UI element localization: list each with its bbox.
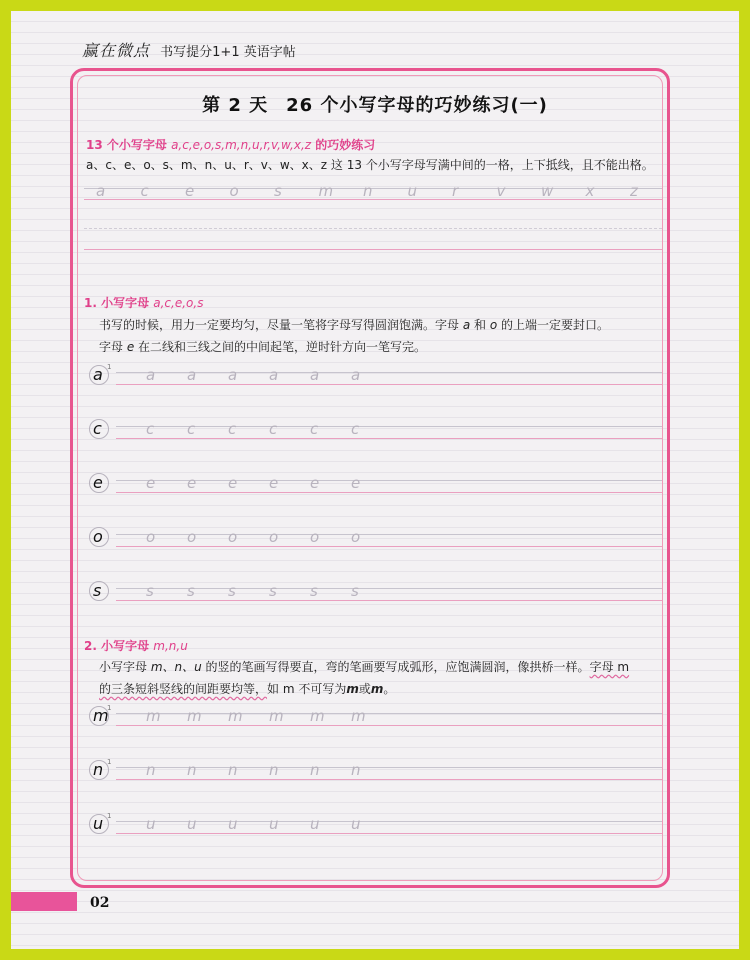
section1-model-letter-a — [93, 363, 112, 384]
section1-heading-letters: a,c,e,o,s — [153, 296, 204, 310]
section1-row-e-line-base — [116, 492, 662, 493]
title-text: 26 个小写字母的巧妙练习(一) — [286, 95, 548, 116]
section1-paragraph-2 — [99, 336, 669, 358]
model-letter-text: n — [93, 760, 104, 779]
s2p1-c: 的竖的笔画写得要直，弯的笔画要写成弧形，应饱满圆润，像拱桥一样。 — [201, 660, 590, 674]
trace-letter: n — [351, 761, 361, 779]
page-number: 02 — [90, 895, 110, 911]
section2-paragraph-1 — [99, 656, 669, 678]
trace-letter: s — [187, 582, 195, 600]
trace-letter: c — [269, 420, 278, 438]
trace-letter: e — [310, 474, 320, 492]
intro-trace-letter-u: u — [407, 182, 418, 200]
stroke-order-digit: 1 — [107, 812, 112, 820]
trace-letter: o — [146, 528, 156, 546]
trace-letter: o — [351, 528, 361, 546]
trace-letter: u — [187, 815, 197, 833]
trace-letter: a — [310, 366, 320, 384]
s2p2-f: 。 — [383, 682, 396, 696]
trace-letter: a — [187, 366, 197, 384]
section1-row-a-line-base — [116, 384, 662, 385]
s1p1-c: 和 — [470, 318, 490, 332]
intro-trace-letter-r: r — [452, 182, 459, 200]
trace-letter: u — [269, 815, 279, 833]
trace-letter: m — [269, 707, 284, 725]
intro-heading-suffix: 的巧妙练习 — [311, 138, 376, 152]
trace-letter: u — [228, 815, 238, 833]
s2p1-b: m、n、u — [150, 660, 202, 674]
trace-letter: e — [228, 474, 238, 492]
model-letter-text: c — [93, 419, 102, 438]
stroke-order-digit: 1 — [107, 363, 112, 371]
trace-letter: u — [146, 815, 156, 833]
section1-row-c-line-top — [116, 426, 662, 427]
s2p2-c: m — [346, 682, 359, 696]
trace-letter: n — [187, 761, 197, 779]
trace-letter: m — [187, 707, 202, 725]
footer-pink-bar — [11, 892, 77, 911]
page-header — [82, 38, 296, 61]
s2p2-b: 如 m 不可写为 — [267, 682, 347, 696]
intro-trace-letter-c: c — [140, 182, 149, 200]
intro-heading — [86, 136, 375, 153]
model-letter-text: e — [93, 473, 103, 492]
trace-letter: n — [146, 761, 156, 779]
trace-letter: n — [228, 761, 238, 779]
title-day: 第 2 天 — [202, 95, 269, 116]
trace-letter: c — [310, 420, 319, 438]
trace-letter: s — [146, 582, 154, 600]
section1-row-e-line-top — [116, 480, 662, 481]
section2-heading-prefix: 2. 小写字母 — [84, 639, 154, 653]
section2-row-n-line-base — [116, 779, 662, 780]
trace-letter: e — [146, 474, 156, 492]
trace-letter: c — [187, 420, 196, 438]
trace-letter: o — [187, 528, 197, 546]
header-subtitle: 书写提分1+1 英语字帖 — [160, 45, 296, 60]
trace-letter: o — [310, 528, 320, 546]
model-letter-text: m — [93, 706, 109, 725]
intro-heading-prefix: 13 个小写字母 — [86, 138, 172, 152]
section1-row-a-line-top — [116, 372, 662, 373]
intro-trace-letter-v: v — [496, 182, 506, 200]
section1-row-c-line-base — [116, 438, 662, 439]
section1-model-letter-c — [93, 419, 102, 438]
section1-heading-prefix: 1. 小写字母 — [84, 296, 154, 310]
trace-letter: m — [310, 707, 325, 725]
intro-description: a、c、e、o、s、m、n、u、r、v、w、x、z 这 13 个小写字母写满中间的一格，上下抵线，且不能出格。 — [86, 158, 654, 172]
trace-letter: o — [228, 528, 238, 546]
model-letter-text: a — [93, 365, 103, 384]
trace-letter: a — [269, 366, 279, 384]
section2-model-letter-n — [93, 758, 112, 779]
trace-letter: s — [269, 582, 277, 600]
section1-model-letter-e — [93, 473, 103, 492]
section2-row-n-line-top — [116, 767, 662, 768]
s1p1-d: o — [489, 318, 498, 332]
trace-letter: o — [269, 528, 279, 546]
s2p2-a: 的三条短斜竖线的间距要均等， — [99, 682, 268, 696]
s1p1-e: 的上端一定要封口。 — [497, 318, 609, 332]
trace-letter: m — [146, 707, 161, 725]
trace-letter: m — [228, 707, 243, 725]
intro-trace-letter-x: x — [585, 182, 595, 200]
s2p2-e: m — [370, 682, 384, 696]
stroke-order-digit: 1 — [107, 758, 112, 766]
section1-row-s-line-base — [116, 600, 662, 601]
section2-model-letter-u — [93, 812, 112, 833]
intro-trace-letter-s: s — [274, 182, 282, 200]
section1-model-letter-o — [93, 527, 103, 546]
intro-blank-line-2 — [84, 249, 662, 250]
trace-letter: a — [351, 366, 361, 384]
section2-row-u-line-base — [116, 833, 662, 834]
trace-letter: s — [310, 582, 318, 600]
section2-heading — [84, 637, 188, 654]
s1p1-a: 书写的时候，用力一定要均匀，尽量一笔将字母写得圆润饱满。字母 — [99, 318, 463, 332]
intro-trace-letter-o: o — [229, 182, 239, 200]
model-letter-text: u — [93, 814, 104, 833]
section2-paragraph-2 — [99, 678, 669, 700]
s2p2-d: 或 — [358, 682, 371, 696]
section1-row-o-line-top — [116, 534, 662, 535]
intro-guide-base — [84, 199, 662, 200]
trace-letter: n — [310, 761, 320, 779]
s2p1-d: 字母 m — [589, 660, 630, 674]
intro-trace-letter-m: m — [318, 182, 334, 200]
trace-letter: m — [351, 707, 366, 725]
model-letter-text: o — [93, 527, 103, 546]
section2-heading-letters: m,n,u — [153, 639, 188, 653]
section2-row-u-line-top — [116, 821, 662, 822]
section1-row-s-line-top — [116, 588, 662, 589]
brand-logo-text: 赢在微点 — [82, 41, 151, 60]
intro-trace-letter-n: n — [363, 182, 373, 200]
section1-model-letter-s — [93, 581, 101, 600]
intro-trace-letter-z: z — [630, 182, 638, 200]
trace-letter: a — [146, 366, 156, 384]
trace-letter: c — [146, 420, 155, 438]
section2-row-m-line-base — [116, 725, 662, 726]
intro-heading-letters: a,c,e,o,s,m,n,u,r,v,w,x,z — [171, 138, 312, 152]
page-title — [0, 91, 750, 117]
intro-guide-top — [84, 188, 662, 189]
trace-letter: s — [228, 582, 236, 600]
trace-letter: e — [187, 474, 197, 492]
intro-blank-line-1 — [84, 228, 662, 229]
section1-row-o-line-base — [116, 546, 662, 547]
model-letter-text: s — [93, 581, 102, 600]
section1-paragraph-1 — [99, 314, 669, 336]
trace-letter: s — [351, 582, 359, 600]
trace-letter: a — [228, 366, 238, 384]
s1p2-c: 在二线和三线之间的中间起笔，逆时针方向一笔写完。 — [134, 340, 427, 354]
trace-letter: n — [269, 761, 279, 779]
s1p2-b: e — [126, 340, 135, 354]
s1p1-b: a — [462, 318, 471, 332]
trace-letter: e — [269, 474, 279, 492]
intro-trace-letter-e: e — [185, 182, 195, 200]
trace-letter: u — [351, 815, 361, 833]
intro-trace-letter-a: a — [96, 182, 106, 200]
section2-model-letter-m — [93, 704, 112, 725]
trace-letter: c — [351, 420, 360, 438]
s1p2-a: 字母 — [99, 340, 127, 354]
stroke-order-digit: 1 — [107, 704, 112, 712]
section1-heading — [84, 294, 203, 311]
trace-letter: e — [351, 474, 361, 492]
trace-letter: u — [310, 815, 320, 833]
intro-trace-letter-w: w — [541, 182, 554, 200]
s2p1-a: 小写字母 — [99, 660, 151, 674]
trace-letter: c — [228, 420, 237, 438]
